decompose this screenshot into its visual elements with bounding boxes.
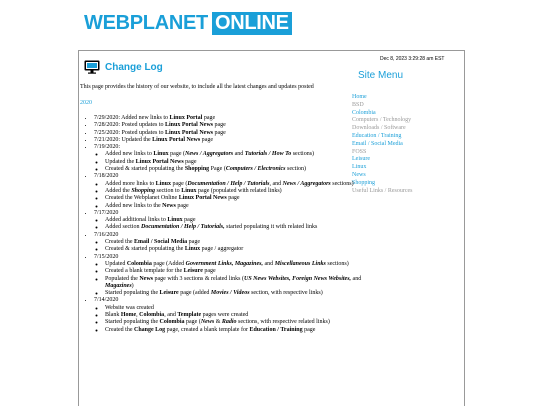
log-text: Started populating the bbox=[105, 319, 160, 326]
log-text: 7/16/2020 bbox=[94, 231, 119, 238]
log-text: Linux Portal News bbox=[152, 136, 201, 143]
log-text: page (populated with related links) bbox=[196, 187, 282, 194]
log-text: 7/14/2020 bbox=[94, 297, 119, 304]
log-text: Email / Social Media bbox=[134, 239, 188, 246]
log-text: Movies / Videos bbox=[210, 290, 250, 297]
menu-item-useful-links-resources[interactable]: Useful Links / Resources bbox=[352, 187, 413, 194]
log-entry bbox=[94, 115, 364, 122]
log-text: , and bbox=[164, 312, 178, 319]
log-text: News / Aggregators bbox=[185, 151, 234, 158]
log-text: and bbox=[233, 151, 245, 158]
log-text: Miscellaneous Links bbox=[274, 260, 326, 267]
log-sub-list bbox=[94, 305, 364, 334]
log-text: page with 3 sections & related links ( bbox=[153, 275, 244, 282]
log-sub-entry bbox=[105, 327, 364, 334]
log-text bbox=[185, 151, 233, 157]
log-sub-entry bbox=[105, 195, 364, 202]
log-text: ) bbox=[131, 282, 134, 289]
log-text: section, with respective links) bbox=[249, 290, 323, 297]
log-text: section) bbox=[285, 166, 307, 173]
log-text: page bbox=[202, 115, 216, 121]
log-text: Created the bbox=[105, 239, 134, 246]
log-sub-entry bbox=[105, 217, 364, 224]
log-text: Linux Portal News bbox=[165, 129, 213, 136]
log-text: Created a blank template for the bbox=[105, 268, 184, 275]
log-text: Linux Portal bbox=[169, 115, 203, 121]
log-text: Website was created bbox=[105, 304, 154, 311]
log-text: page bbox=[200, 136, 213, 143]
log-text: page bbox=[183, 158, 197, 165]
log-text: Updated the bbox=[105, 158, 136, 165]
log-text: and bbox=[263, 260, 275, 267]
log-text: Shopping bbox=[184, 166, 210, 173]
log-sub-entry bbox=[105, 239, 364, 246]
log-text: Added section bbox=[105, 224, 141, 231]
log-text: Added new links to bbox=[105, 151, 154, 158]
menu-item-foss[interactable]: FOSS bbox=[352, 148, 367, 155]
log-sub-list bbox=[94, 217, 364, 232]
log-text: Added the bbox=[105, 187, 132, 194]
log-text: Leisure bbox=[159, 290, 179, 297]
log-sub-entry bbox=[105, 268, 364, 275]
log-text: Computers / Electronics bbox=[225, 166, 286, 173]
log-sub-entry bbox=[105, 159, 364, 166]
page-intro: This page provides the history of our website, to include all the latest changes and updates posted bbox=[80, 84, 314, 90]
log-text bbox=[141, 224, 225, 230]
log-text: page (added bbox=[178, 290, 211, 297]
log-text: Linux bbox=[167, 217, 183, 224]
log-text: 7/17/2020 bbox=[94, 209, 119, 216]
log-text: page bbox=[213, 122, 226, 129]
log-text: started populating it with related links bbox=[224, 224, 318, 231]
menu-item-home[interactable]: Home bbox=[352, 94, 367, 100]
log-text: page / aggregator bbox=[200, 246, 244, 253]
log-entry bbox=[94, 137, 364, 144]
log-text: Blank bbox=[105, 312, 121, 319]
log-text: Linux Portal News bbox=[165, 122, 213, 129]
log-entry bbox=[94, 144, 364, 173]
log-text: Documentation / Help / Tutorials, bbox=[141, 224, 225, 231]
menu-item-downloads-software[interactable]: Downloads / Software bbox=[352, 125, 406, 132]
log-text bbox=[283, 181, 331, 187]
log-text bbox=[275, 261, 326, 267]
log-text: Created & started populating the bbox=[105, 166, 185, 173]
log-text: Linux Portal News bbox=[135, 158, 184, 165]
log-text: News bbox=[200, 319, 215, 326]
menu-item-news[interactable]: News bbox=[352, 171, 366, 178]
log-text: News bbox=[139, 275, 153, 282]
log-text: Change Log bbox=[134, 326, 166, 333]
log-text: Linux Portal News bbox=[178, 195, 227, 202]
log-text bbox=[226, 166, 286, 172]
log-text: , and bbox=[269, 180, 283, 187]
log-sub-list bbox=[94, 261, 364, 297]
log-text: page (Added bbox=[151, 260, 186, 267]
log-text: page bbox=[226, 195, 240, 202]
log-text: Documentation / Help / Tutorials bbox=[187, 180, 270, 187]
menu-item-leisure[interactable]: Leisure bbox=[352, 156, 370, 163]
change-log-list bbox=[86, 115, 364, 334]
log-text: US News Websites, Foreign News Websites, bbox=[243, 275, 352, 282]
log-entry bbox=[94, 297, 364, 333]
log-text: Added more links to bbox=[105, 180, 156, 187]
page-header bbox=[84, 60, 163, 74]
log-text: page bbox=[302, 326, 316, 333]
log-entry bbox=[94, 122, 364, 129]
log-text: Colombia bbox=[159, 319, 185, 326]
log-text: page bbox=[213, 129, 226, 136]
menu-item-bsd[interactable]: BSD bbox=[352, 101, 364, 108]
logo-text-online: ONLINE bbox=[212, 12, 292, 35]
menu-item-shopping[interactable]: Shopping bbox=[352, 179, 376, 186]
log-text bbox=[105, 283, 132, 289]
log-sub-entry bbox=[105, 151, 364, 158]
log-sub-list bbox=[94, 239, 364, 254]
log-text: & bbox=[214, 319, 222, 326]
log-text: Tutorials / How To bbox=[244, 151, 292, 158]
log-text: Linux bbox=[155, 180, 172, 187]
site-logo[interactable] bbox=[84, 12, 292, 35]
log-text: sections, with respective related links) bbox=[236, 319, 330, 326]
log-sub-entry bbox=[105, 181, 364, 188]
log-text bbox=[186, 261, 263, 267]
log-text: Radio bbox=[221, 319, 237, 326]
log-sub-entry bbox=[105, 188, 364, 195]
log-text bbox=[131, 188, 155, 194]
log-text: pages were created bbox=[201, 312, 249, 319]
log-text: Started populating the bbox=[105, 290, 160, 297]
log-text bbox=[201, 319, 214, 325]
log-text: Populated the bbox=[105, 275, 140, 282]
log-text: Linux bbox=[184, 246, 201, 253]
log-text: page ( bbox=[168, 151, 185, 158]
log-text: sections) bbox=[330, 180, 354, 187]
log-text: News / Aggregators bbox=[282, 180, 331, 187]
log-text: Updated bbox=[105, 260, 127, 267]
log-text: Government Links, Magazines, bbox=[185, 260, 264, 267]
log-text: News bbox=[162, 202, 176, 209]
log-sub-entry bbox=[105, 166, 364, 173]
log-sub-entry bbox=[105, 203, 364, 210]
log-text: Added additional links to bbox=[105, 217, 168, 224]
log-entry bbox=[94, 130, 364, 137]
log-text: 7/25/2020: Posted updates to bbox=[94, 129, 165, 136]
log-text: 7/28/2020: Posted updates to bbox=[94, 122, 165, 129]
log-text: Colombia bbox=[139, 312, 165, 319]
log-sub-entry bbox=[105, 319, 364, 326]
log-sub-entry bbox=[105, 276, 364, 291]
log-text: Added new links to the bbox=[105, 202, 163, 209]
menu-item-linux[interactable]: Linux bbox=[352, 164, 367, 171]
log-entry bbox=[94, 232, 364, 254]
log-text: page bbox=[182, 217, 196, 224]
log-sub-entry bbox=[105, 305, 364, 312]
log-text: Template bbox=[177, 312, 202, 319]
year-heading: 2020 bbox=[80, 100, 92, 106]
log-sub-entry bbox=[105, 246, 364, 253]
log-text: Created the Webplanet Online bbox=[105, 195, 179, 202]
log-text: 7/19/2020: bbox=[94, 144, 121, 151]
log-sub-list bbox=[94, 181, 364, 210]
date-time: Dec 8, 2023 3:29:28 am EST bbox=[380, 56, 445, 62]
log-text: , bbox=[136, 312, 140, 319]
log-text bbox=[187, 181, 269, 187]
log-text: and bbox=[351, 275, 362, 282]
menu-item-computers-technology[interactable]: Computers / Technology bbox=[352, 117, 412, 124]
log-text bbox=[211, 290, 250, 296]
log-text: Linux bbox=[181, 187, 197, 194]
log-text: 7/15/2020 bbox=[94, 253, 119, 260]
log-text: page bbox=[187, 239, 200, 246]
monitor-icon bbox=[84, 60, 100, 74]
log-text: page ( bbox=[171, 180, 188, 187]
log-sub-entry bbox=[105, 290, 364, 297]
log-text: Created & started populating the bbox=[105, 246, 185, 253]
log-text bbox=[222, 319, 237, 325]
log-text bbox=[245, 151, 291, 157]
log-text: page ( bbox=[184, 319, 201, 326]
log-text: Created the bbox=[105, 326, 134, 333]
log-text: 7/18/2020 bbox=[94, 173, 119, 180]
log-entry bbox=[94, 254, 364, 298]
log-text: 7/21/2020: Updated the bbox=[94, 136, 153, 143]
menu-item-education-training[interactable]: Education / Training bbox=[352, 132, 402, 139]
log-entry bbox=[94, 210, 364, 232]
log-text: Colombia bbox=[126, 260, 152, 267]
log-sub-list bbox=[94, 151, 364, 173]
log-text: sections) bbox=[291, 151, 315, 158]
log-text: Magazines bbox=[105, 282, 132, 289]
log-text: Shopping bbox=[131, 187, 156, 194]
sidebar-title: Site Menu bbox=[358, 70, 404, 81]
log-sub-entry bbox=[105, 224, 364, 231]
log-text: page, created a blank template for bbox=[165, 326, 250, 333]
logo-text-webplanet: WEBPLANET bbox=[84, 12, 208, 34]
log-text: Education / Training bbox=[249, 326, 303, 333]
log-text: Leisure bbox=[183, 268, 203, 275]
menu-item-email-social-media[interactable]: Email / Social Media bbox=[352, 140, 403, 147]
log-text: 7/29/2020: Added new links to bbox=[94, 115, 170, 121]
log-text bbox=[244, 276, 351, 282]
log-text: page bbox=[175, 202, 189, 209]
log-text: Home bbox=[120, 312, 137, 319]
log-text: page bbox=[202, 268, 216, 275]
log-text: Linux bbox=[153, 151, 169, 158]
menu-item-colombia[interactable]: Colombia bbox=[352, 109, 376, 116]
log-text: sections) bbox=[325, 260, 349, 267]
log-entry bbox=[94, 173, 364, 209]
log-text: section to bbox=[155, 187, 182, 194]
page-title: Change Log bbox=[105, 61, 163, 73]
log-text: Page ( bbox=[209, 166, 226, 173]
